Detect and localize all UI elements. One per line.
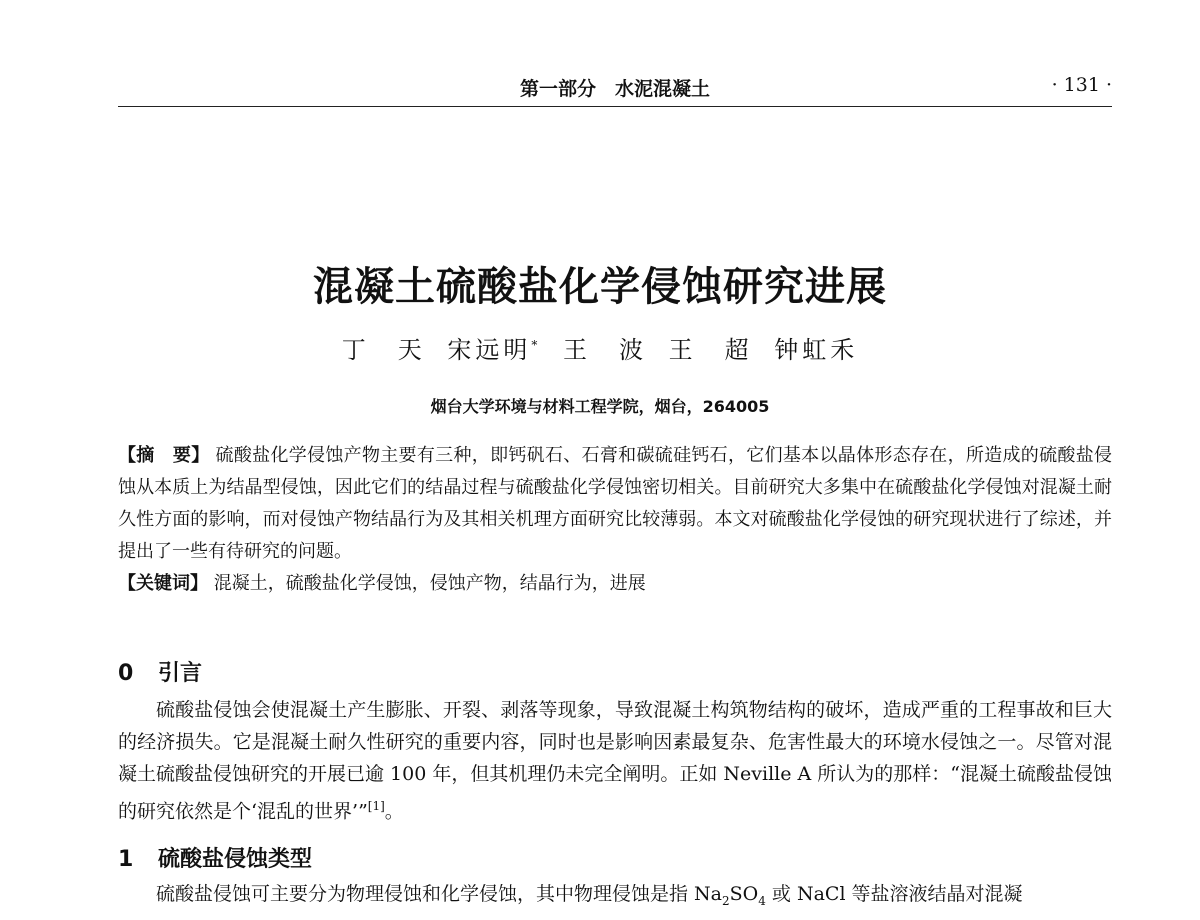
section-number: 0 bbox=[118, 661, 134, 686]
author-list bbox=[0, 330, 1200, 365]
author-name: 王 超 bbox=[668, 336, 753, 364]
author-name: 丁 天 bbox=[341, 336, 426, 364]
section1-text: 硫酸盐侵蚀可主要分为物理侵蚀和化学侵蚀，其中物理侵蚀是指 Na bbox=[156, 883, 722, 905]
author-name: 钟虹禾 bbox=[774, 336, 859, 364]
intro-end: 。 bbox=[384, 800, 404, 823]
affiliation: 烟台大学环境与材料工程学院，烟台，264005 bbox=[430, 397, 770, 416]
abstract-row bbox=[118, 440, 1112, 568]
section-title: 硫酸盐侵蚀类型 bbox=[158, 847, 313, 872]
section-heading-0 bbox=[118, 656, 202, 687]
abstract-block bbox=[118, 440, 1112, 600]
intro-text: 硫酸盐侵蚀会使混凝土产生膨胀、开裂、剥落等现象，导致混凝土构筑物结构的破坏，造成严重的工程事故和巨大的经济损失。它是混凝土耐久性研究的重要内容，同时也是影响因素最复杂、危害性最大的环境水侵蚀之一。尽管对混凝土硫酸盐侵蚀研究的开展已逾 100 年，但其机理仍未完全阐明。正如 Neville A 所认为的那样：“混凝土硫酸盐侵蚀的研究依然是个‘混乱的世界’” bbox=[118, 699, 1112, 823]
keywords-row bbox=[118, 568, 1112, 600]
header-page-number: · 131 · bbox=[1051, 74, 1112, 96]
intro-paragraph bbox=[118, 694, 1112, 827]
abstract-text: 硫酸盐化学侵蚀产物主要有三种，即钙矾石、石膏和碳硫硅钙石，它们基本以晶体形态存在，所造成的硫酸盐侵蚀从本质上为结晶型侵蚀，因此它们的结晶过程与硫酸盐化学侵蚀密切相关。目前研究大多集中在硫酸盐化学侵蚀对混凝土耐久性方面的影响，而对侵蚀产物结晶行为及其相关机理方面研究比较薄弱。本文对硫酸盐化学侵蚀的研究现状进行了综述，并提出了一些有待研究的问题。 bbox=[118, 445, 1112, 562]
subscript: 2 bbox=[722, 893, 730, 908]
running-header bbox=[118, 62, 1112, 107]
section1-paragraph bbox=[118, 878, 1112, 917]
abstract-label: 【摘 要】 bbox=[118, 445, 210, 466]
corresponding-author-mark: * bbox=[531, 338, 542, 352]
subscript: 4 bbox=[758, 893, 766, 908]
formula-part: SO bbox=[729, 883, 759, 905]
section-title: 引言 bbox=[158, 661, 203, 686]
keywords-text: 混凝土，硫酸盐化学侵蚀，侵蚀产物，结晶行为，进展 bbox=[213, 573, 646, 594]
keywords-label: 【关键词】 bbox=[118, 573, 208, 594]
section-heading-1 bbox=[118, 842, 312, 873]
section1-text-end: 或 NaCl 等盐溶液结晶对混凝 bbox=[765, 883, 1023, 905]
author-name: 宋远明 bbox=[447, 336, 532, 364]
author-name: 王 波 bbox=[563, 336, 647, 364]
citation: [1] bbox=[367, 799, 385, 813]
paper-title: 混凝土硫酸盐化学侵蚀研究进展 bbox=[313, 263, 887, 310]
section-number: 1 bbox=[118, 847, 134, 872]
header-section-title: 第一部分 水泥混凝土 bbox=[519, 78, 710, 100]
